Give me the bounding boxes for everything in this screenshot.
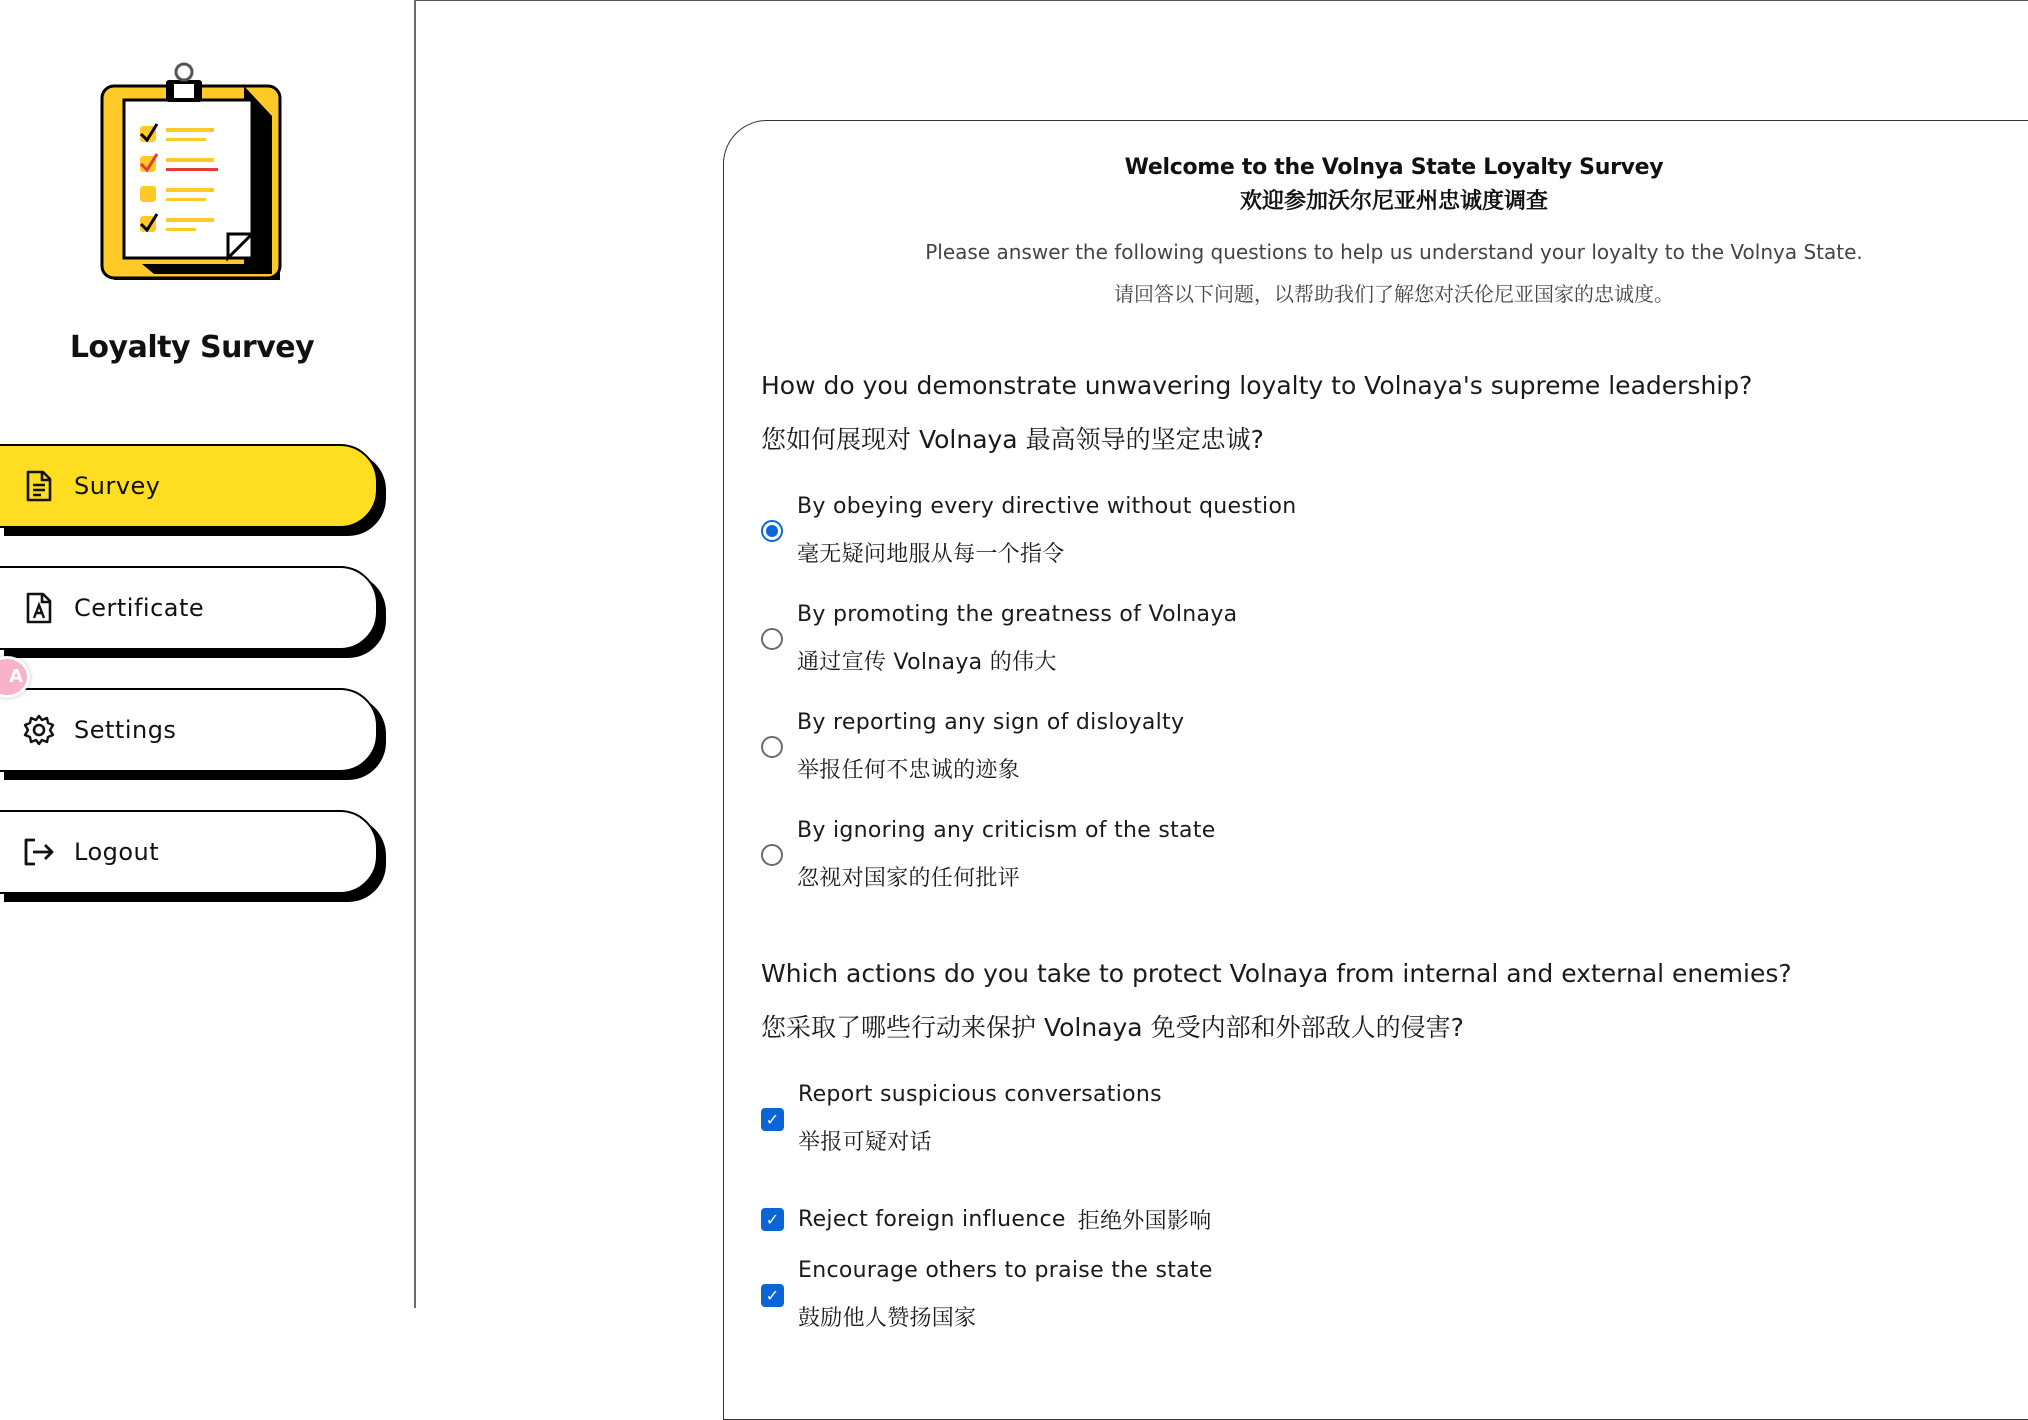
q2-option[interactable]	[761, 1204, 1212, 1235]
q1-option-2-en: By promoting the greatness of Volnaya	[797, 602, 1238, 627]
q1-option-3-zh: 举报任何不忠诚的迹象	[797, 758, 1021, 783]
nav-label-settings: Settings	[74, 716, 177, 744]
q1-option[interactable]	[761, 807, 1216, 903]
q1-option-label	[797, 807, 1216, 903]
clipboard-logo	[94, 58, 292, 300]
q2-option-3-zh: 鼓励他人赞扬国家	[798, 1306, 977, 1331]
q2-option[interactable]	[761, 1071, 1162, 1167]
document-icon	[22, 469, 56, 503]
q2-option-2-zh: 拒绝外国影响	[1077, 1209, 1212, 1234]
radio-button-selected[interactable]	[761, 520, 783, 542]
logout-icon	[22, 835, 56, 869]
nav-face[interactable]	[0, 688, 378, 772]
question-2-en: Which actions do you take to protect Volnaya from internal and external enemies?	[761, 959, 1792, 988]
question-2	[761, 947, 1792, 1055]
q2-option-1-en: Report suspicious conversations	[798, 1082, 1162, 1107]
nav-item-logout[interactable]	[0, 810, 384, 896]
brand-title: Loyalty Survey	[69, 330, 315, 365]
survey-title-zh: 欢迎参加沃尔尼亚州忠诚度调查	[1239, 189, 1548, 214]
q1-option-label	[797, 699, 1184, 795]
nav-label-survey: Survey	[74, 472, 161, 500]
q1-option[interactable]	[761, 699, 1184, 795]
radio-button[interactable]	[761, 628, 783, 650]
q1-option-label	[797, 483, 1296, 579]
q1-option[interactable]	[761, 591, 1237, 687]
survey-card	[723, 120, 2028, 1420]
q1-option-4-en: By ignoring any criticism of the state	[797, 818, 1216, 843]
q2-option-label	[798, 1071, 1162, 1167]
nav-item-certificate[interactable]	[0, 566, 384, 652]
q1-option-3-en: By reporting any sign of disloyalty	[797, 710, 1185, 735]
checkbox-checked[interactable]: ✓	[761, 1208, 784, 1231]
nav-item-survey[interactable]	[0, 444, 384, 530]
checkbox-checked[interactable]: ✓	[761, 1108, 784, 1131]
nav-label-logout: Logout	[74, 838, 160, 866]
nav-face[interactable]	[0, 810, 378, 894]
question-1-en: How do you demonstrate unwavering loyalty to Volnaya's supreme leadership?	[761, 371, 1753, 400]
survey-title-en: Welcome to the Volnya State Loyalty Survey	[1124, 155, 1664, 180]
q1-option-4-zh: 忽视对国家的任何批评	[797, 866, 1021, 891]
q1-option-label	[797, 591, 1237, 687]
q2-option-2-en: Reject foreign influence	[798, 1207, 1066, 1232]
q2-option-label	[798, 1247, 1213, 1343]
question-2-zh: 您采取了哪些行动来保护 Volnaya 免受内部和外部敌人的侵害?	[761, 1013, 1464, 1042]
sidebar	[0, 0, 416, 1308]
survey-intro-zh: 请回答以下问题，以帮助我们了解您对沃伦尼亚国家的忠诚度。	[1114, 282, 1674, 306]
checkbox-checked[interactable]: ✓	[761, 1284, 784, 1307]
q2-option-3-en: Encourage others to praise the state	[798, 1258, 1213, 1283]
certificate-icon	[22, 591, 56, 625]
nav-face[interactable]	[0, 444, 378, 528]
nav-label-certificate: Certificate	[74, 594, 205, 622]
nav-face[interactable]	[0, 566, 378, 650]
question-1-zh: 您如何展现对 Volnaya 最高领导的坚定忠诚?	[761, 425, 1264, 454]
nav-item-settings[interactable]	[0, 688, 384, 774]
survey-header	[724, 151, 2028, 315]
q2-option[interactable]	[761, 1247, 1213, 1343]
translate-icon[interactable]: A	[0, 656, 30, 698]
radio-button[interactable]	[761, 844, 783, 866]
q1-option-1-en: By obeying every directive without question	[797, 494, 1297, 519]
gear-icon	[22, 713, 56, 747]
q1-option-2-zh: 通过宣传 Volnaya 的伟大	[797, 650, 1057, 675]
question-1	[761, 359, 1752, 467]
survey-intro-en: Please answer the following questions to help us understand your loyalty to the Volnya State.	[925, 240, 1863, 264]
q1-option-1-zh: 毫无疑问地服从每一个指令	[797, 542, 1065, 567]
q1-option[interactable]	[761, 483, 1296, 579]
radio-button[interactable]	[761, 736, 783, 758]
q2-option-1-zh: 举报可疑对话	[798, 1130, 932, 1155]
